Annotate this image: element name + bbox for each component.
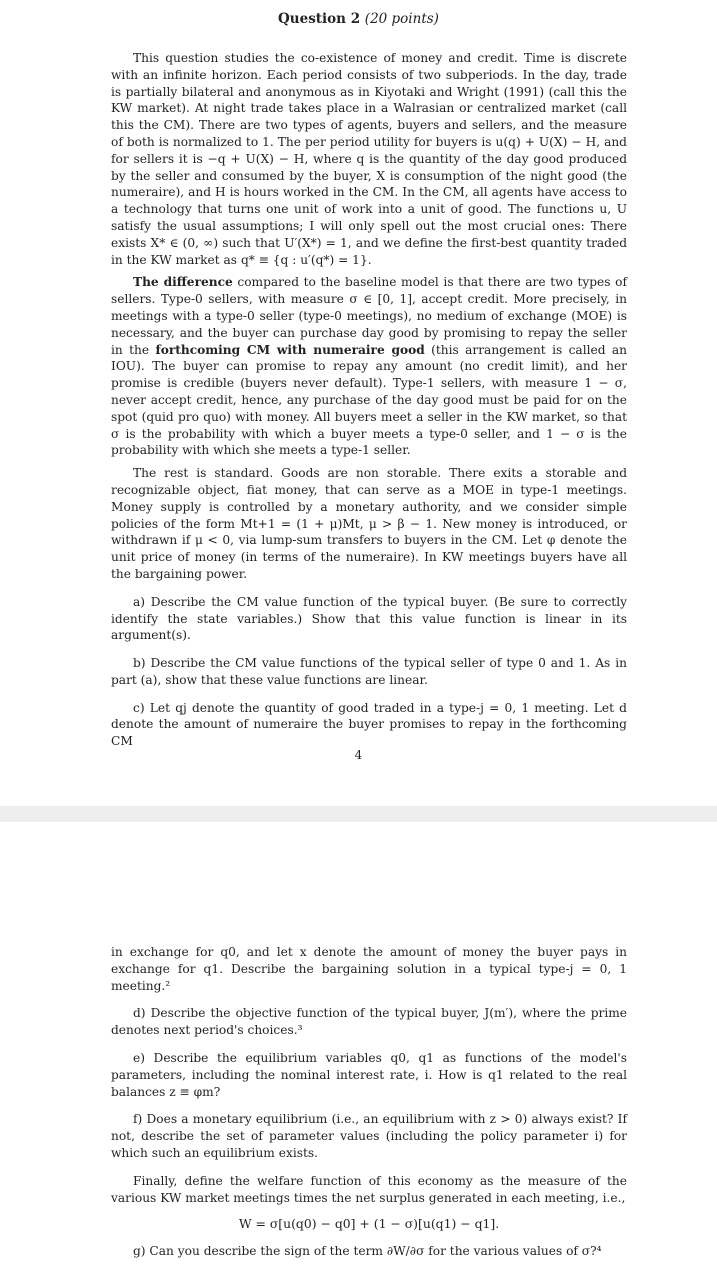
- question-a: a) Describe the CM value function of the typical buyer. (Be sure to correctly identify the state variables.) Show that this value function is linear in its argument(s).: [111, 594, 627, 643]
- difference-paragraph: The difference compared to the baseline model is that there are two types of sellers. Type-0 sellers, with measure σ ∈ [0, 1], accept credit. More precisely, in meetings with a type-0 seller (type-0 meetings), no medium of exchange (MOE) is necessary, and the buyer can purchase day good by promising to repay the seller in the forthcoming CM with numeraire good (this arrangement is called an IOU). The buyer can promise to repay any amount (no credit limit), and her promise is credible (buyers never default). Type-1 sellers, with measure 1 − σ, never accept credit, hence, any purchase of the day good must be paid for on the spot (quid pro quo) with money. All buyers meet a seller in the KW market, so that σ is the probability with which a buyer meets a type-0 seller, and 1 − σ is the probability with which she meets a type-1 seller.: [111, 275, 627, 458]
- question-e: e) Describe the equilibrium variables q0, q1 as functions of the model's parameters, including the nominal interest rate, i. How is q1 related to the real balances z ≡ φm?: [111, 1050, 627, 1099]
- question-c-continued: in exchange for q0, and let x denote the amount of money the buyer pays in exchange for q1. Describe the bargaining solution in a typical type-j = 0, 1 meeting.²: [111, 945, 627, 993]
- question-d: d) Describe the objective function of the typical buyer, J(m′), where the prime denotes next period's choices.³: [111, 1006, 627, 1038]
- page-5: [0, 822, 717, 1280]
- rest-paragraph: The rest is standard. Goods are non storable. There exits a storable and recognizable object, fiat money, that can serve as a MOE in type-1 meetings. Money supply is controlled by a monetary authority, and we consider simple policies of the form Mt+1 = (1 + μ)Mt, μ > β − 1. New money is introduced, or withdrawn if μ < 0, via lump-sum transfers to buyers in the CM. Let φ denote the unit price of money (in terms of the numeraire). In KW meetings buyers have all the bargaining power.: [111, 466, 627, 581]
- question-b: b) Describe the CM value functions of the typical seller of type 0 and 1. As in part (a), show that these value functions are linear.: [111, 656, 627, 687]
- welfare-equation: W = σ[u(q0) − q0] + (1 − σ)[u(q1) − q1].: [238, 1216, 500, 1232]
- difference-lead: The difference: [133, 275, 233, 290]
- question-g: g) Can you describe the sign of the term ∂W/∂σ for the various values of σ?⁴: [133, 1244, 602, 1259]
- question-title: [0, 11, 717, 27]
- question-body: [111, 50, 627, 750]
- intro-paragraph: This question studies the co-existence of money and credit. Time is discrete with an infinite horizon. Each period consists of two subperiods. In the day, trade is partially bilateral and anonymous as in Kiyotaki and Wright (1991) (call this the KW market). At night trade takes place in a Walrasian or centralized market (call this the CM). There are two types of agents, buyers and sellers, and the measure of both is normalized to 1. The per period utility for buyers is u(q) + U(X) − H, and for sellers it is −q + U(X) − H, where q is the quantity of the day good produced by the seller and consumed by the buyer, X is consumption of the night good (the numeraire), and H is hours worked in the CM. In the CM, all agents have access to a technology that turns one unit of work into a unit of good. The functions u, U satisfy the usual assumptions; I will only spell out the most crucial ones: There exists X* ∈ (0, ∞) such that U′(X*) = 1, and we define the first-best quantity traded in the KW market as q* ≡ {q : u′(q*) = 1}.: [111, 51, 627, 267]
- question-body-continued: [111, 944, 627, 1260]
- forthcoming-cm-bold: forthcoming CM with numeraire good: [155, 342, 425, 357]
- finally-paragraph: Finally, define the welfare function of this economy as the measure of the various KW market meetings times the net surplus generated in each meeting, i.e.,: [111, 1173, 627, 1205]
- page-divider: [0, 806, 717, 822]
- question-label: Question 2: [278, 11, 361, 27]
- page-number: 4: [354, 748, 363, 762]
- question-c-start: c) Let qj denote the quantity of good traded in a type-j = 0, 1 meeting. Let d denote the amount of numeraire the buyer promises to repay in the forthcoming CM: [111, 700, 627, 749]
- question-f: f) Does a monetary equilibrium (i.e., an equilibrium with z > 0) always exist? If not, describe the set of parameter values (including the policy parameter i) for which such an equilibrium exists.: [111, 1112, 627, 1160]
- question-points: (20 points): [364, 11, 439, 27]
